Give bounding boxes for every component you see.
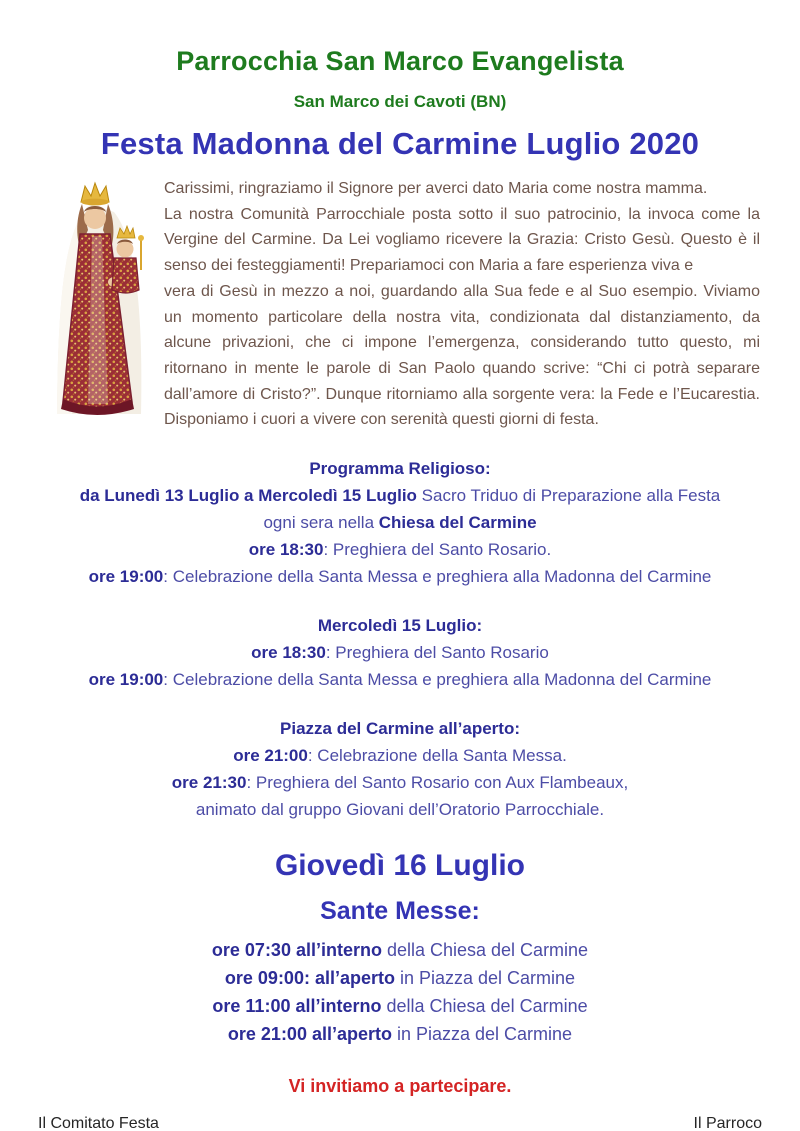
schedule-line [0, 666, 800, 693]
mass-place-label: della Chiesa del Carmine [381, 940, 589, 961]
mass-line [0, 1020, 800, 1048]
section-piazza-aperto [0, 715, 800, 823]
invitation-line: Vi invitiamo a partecipare. [288, 1076, 512, 1097]
mass-time-label: ore 07:30 all’interno [211, 940, 382, 961]
section-programma-religioso [0, 455, 800, 590]
triduo-line [0, 482, 800, 509]
time-label: ore 19:00 [88, 567, 164, 587]
sante-messe-title: Sante Messe: [320, 897, 480, 926]
time-label: ore 21:00 [233, 746, 308, 766]
time-label: ore 21:30 [171, 773, 247, 793]
parish-title: Parrocchia San Marco Evangelista [176, 46, 624, 76]
signatures-row [0, 1115, 800, 1131]
intro-paragraph-2: La nostra Comunità Parrocchiale posta sotto il suo patrocinio, la invoca come la Vergine del Carmine. Da Lei vogliamo ricevere la Grazia: Cristo Gesù. Questo è il senso dei festeggiamenti! Prepariamoci con Maria a fare esperienza viva e [164, 205, 760, 275]
section-mercoledi-15 [0, 612, 800, 693]
schedule-line [0, 769, 800, 796]
mass-place-label: in Piazza del Carmine [391, 1024, 573, 1045]
schedule-line [0, 639, 800, 666]
time-label: ore 19:00 [88, 670, 164, 690]
intro-text [160, 176, 760, 433]
triduo-dates: da Lunedì 13 Luglio a Mercoledì 15 Luglio [79, 486, 417, 506]
mass-time-label: ore 21:00 all’aperto [227, 1024, 392, 1045]
ogni-sera-pre: ogni sera nella [263, 513, 379, 533]
programma-heading: Programma Religioso: [309, 459, 491, 479]
mass-line [0, 936, 800, 964]
intro-section [0, 162, 800, 433]
comitato-festa-signature: Il Comitato Festa [38, 1115, 159, 1131]
event-label: : Preghiera del Santo Rosario [325, 643, 549, 663]
event-label: : Preghiera del Santo Rosario con Aux Flambeaux, [246, 773, 629, 793]
event-label: : Celebrazione della Santa Messa e preghiera alla Madonna del Carmine [163, 567, 712, 587]
time-label: ore 18:30 [248, 540, 324, 560]
mass-time-label: ore 11:00 all’interno [212, 996, 382, 1017]
giovedi-day-title: Giovedì 16 Luglio [274, 849, 526, 883]
event-label: : Celebrazione della Santa Messa e preghiera alla Madonna del Carmine [163, 670, 712, 690]
schedule-line [0, 536, 800, 563]
mass-line [0, 992, 800, 1020]
chiesa-del-carmine: Chiesa del Carmine [378, 513, 537, 533]
piazza-closing-line: animato dal gruppo Giovani dell’Oratorio Parrocchiale. [195, 800, 605, 820]
mass-line [0, 964, 800, 992]
town-subtitle: San Marco dei Cavoti (BN) [293, 92, 507, 111]
schedule-line [0, 563, 800, 590]
intro-paragraph-1: Carissimi, ringraziamo il Signore per averci dato Maria come nostra mamma. [164, 180, 708, 197]
section-masses [0, 936, 800, 1048]
piazza-heading: Piazza del Carmine all’aperto: [280, 719, 520, 739]
ogni-sera-line [0, 509, 800, 536]
madonna-statue-image [42, 178, 154, 420]
triduo-desc: Sacro Triduo di Preparazione alla Festa [416, 486, 721, 506]
event-label: : Celebrazione della Santa Messa. [307, 746, 567, 766]
mass-place-label: in Piazza del Carmine [394, 968, 576, 989]
mass-place-label: della Chiesa del Carmine [381, 996, 588, 1017]
parroco-signature: Il Parroco [693, 1115, 762, 1131]
event-label: : Preghiera del Santo Rosario. [323, 540, 552, 560]
flyer-header [0, 0, 800, 162]
festa-title: Festa Madonna del Carmine Luglio 2020 [100, 126, 700, 161]
intro-paragraph-3: vera di Gesù in mezzo a noi, guardando alla Sua fede e al Suo esempio. Viviamo un momento particolare della nostra vita, condizionata dal distanziamento, da alcune privazioni, che ci impone l’emergenza, considerando tutto questo, mi ritornano in mente le parole di San Paolo quando scrive: “Chi ci potrà separare dall’amore di Cristo?”. Dunque ritorniamo alla sorgente vera: la Fede e l’Eucarestia. Disponiamo i cuori a vivere con serenità questi giorni di festa. [164, 282, 760, 429]
mass-time-label: ore 09:00: all’aperto [224, 968, 395, 989]
schedule-line [0, 742, 800, 769]
time-label: ore 18:30 [251, 643, 326, 663]
mercoledi-heading: Mercoledì 15 Luglio: [317, 616, 483, 636]
